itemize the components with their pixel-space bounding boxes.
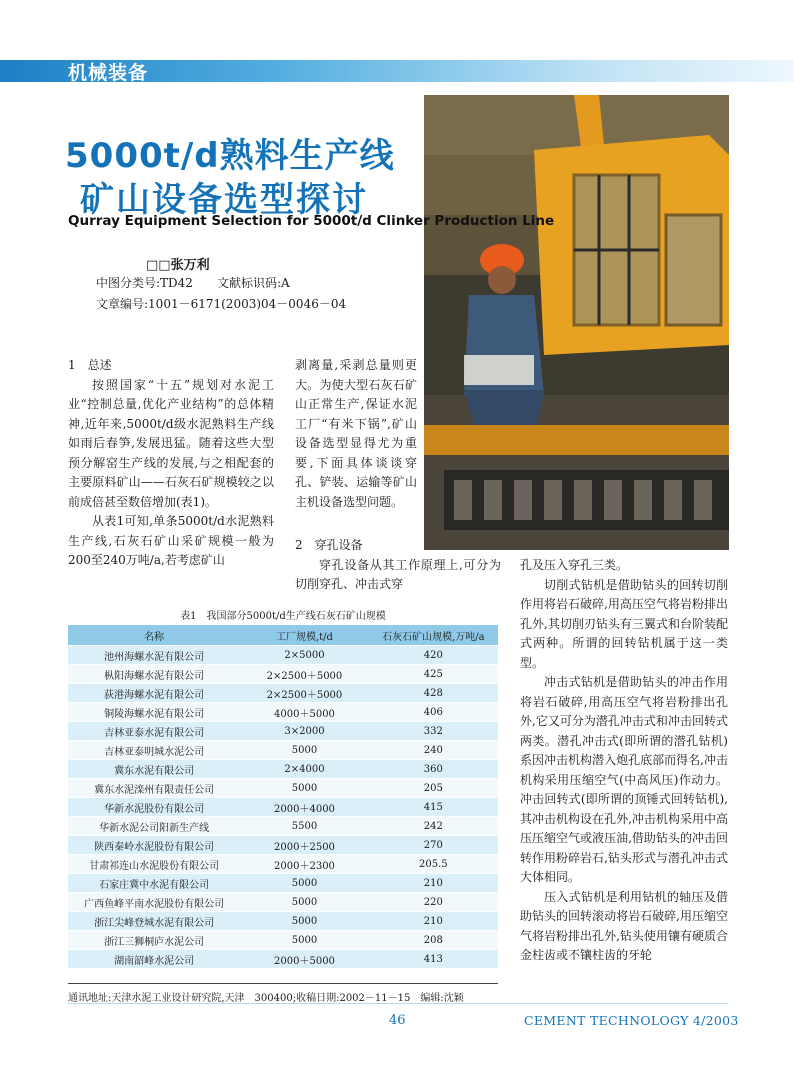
table-cell: 华新水泥股份有限公司: [68, 798, 240, 817]
table-cell: 3×2000: [240, 722, 368, 741]
classification-line: 中图分类号:TD42 文献标识码:A: [96, 276, 290, 290]
column-header: 石灰石矿山规模,万吨/a: [369, 625, 498, 646]
table-cell: 湖南韶峰水泥公司: [68, 950, 240, 969]
footnote-divider: [68, 983, 498, 984]
table-cell: 铜陵海螺水泥有限公司: [68, 703, 240, 722]
table-cell: 陕西秦岭水泥股份有限公司: [68, 836, 240, 855]
table-cell: 420: [369, 646, 498, 665]
table-cell: 332: [369, 722, 498, 741]
table-cell: 2×5000: [240, 646, 368, 665]
column-header: 工厂规模,t/d: [240, 625, 368, 646]
footnote: 通讯地址:天津水泥工业设计研究院,天津 300400;收稿日期:2002－11－15 编辑:沈颖: [68, 993, 464, 1004]
table-cell: 2×2500＋5000: [240, 665, 368, 684]
table-row: [68, 855, 498, 874]
table-cell: 2×2500＋5000: [240, 684, 368, 703]
table-row: [68, 836, 498, 855]
article-title-line-1: 5000t/d熟料生产线: [65, 136, 395, 176]
table-row: [68, 893, 498, 912]
table-cell: 华新水泥公司阳新生产线: [68, 817, 240, 836]
table-cell: 360: [369, 760, 498, 779]
table-row: [68, 798, 498, 817]
table-cell: 210: [369, 912, 498, 931]
table-cell: 荻港海螺水泥有限公司: [68, 684, 240, 703]
table-cell: 2000＋4000: [240, 798, 368, 817]
article-title-line-2: 矿山设备选型探讨: [80, 180, 368, 220]
table-row: [68, 646, 498, 665]
table-cell: 浙江三狮桐庐水泥公司: [68, 931, 240, 950]
table-cell: 270: [369, 836, 498, 855]
author: □□张万利: [146, 258, 210, 273]
table-row: [68, 722, 498, 741]
table-cell: 2000＋2500: [240, 836, 368, 855]
table-cell: 413: [369, 950, 498, 969]
table-cell: 4000＋5000: [240, 703, 368, 722]
table-cell: 5000: [240, 874, 368, 893]
body-column-2-lower: [295, 536, 501, 595]
table-cell: 吉林亚泰明城水泥公司: [68, 741, 240, 760]
page-number: 46: [389, 1013, 406, 1028]
table-cell: 428: [369, 684, 498, 703]
table-cell: 5500: [240, 817, 368, 836]
table-row: [68, 703, 498, 722]
body-column-2: [295, 356, 417, 512]
paragraph: 冲击式钻机是借助钻头的冲击作用将岩石破碎,用高压空气将岩粉排出孔外,它又可分为潜孔冲击式和冲击回转式两类。潜孔冲击式(即所谓的潜孔钻机)系因冲击机构潜入炮孔底部而得名,冲击机构采用压缩空气(中高风压)作动力。冲击回转式(即所谓的顶锤式回转钻机),其冲击机构设在孔外,冲击机构采用中高压压缩空气或液压油,借助钻头的冲击回转作用粉碎岩石,钻头形式与潜孔冲击式大体相同。: [520, 675, 728, 884]
section-heading: 1 总述: [68, 358, 112, 372]
paragraph: 孔及压入穿孔三类。: [520, 558, 629, 572]
table-cell: 石家庄冀中水泥有限公司: [68, 874, 240, 893]
table-row: [68, 874, 498, 893]
table-row: [68, 779, 498, 798]
table-row: [68, 684, 498, 703]
table-cell: 205: [369, 779, 498, 798]
table-cell: 5000: [240, 931, 368, 950]
body-column-3: [520, 556, 728, 966]
paragraph: 按照国家“十五”规划对水泥工业“控制总量,优化产业结构”的总体精神,近年来,5000t/d级水泥熟料生产线如雨后春笋,发展迅猛。随着这些大型预分解窑生产线的发展,与之相配套的主要原料矿山——石灰石矿规模较之以前成倍甚至数倍增加(表1)。: [68, 377, 274, 509]
paragraph: 从表1可知,单条5000t/d水泥熟料生产线,石灰石矿山采矿规模一般为200至240万吨/a,若考虑矿山: [68, 514, 274, 567]
table-cell: 205.5: [369, 855, 498, 874]
table-cell: 240: [369, 741, 498, 760]
paragraph: 剥离量,采剥总量则更大。为使大型石灰石矿山正常生产,保证水泥工厂“有米下锅”,矿山设备选型显得尤为重要,下面具体谈谈穿孔、铲装、运输等矿山主机设备选型问题。: [295, 358, 417, 509]
table-cell: 415: [369, 798, 498, 817]
table-row: [68, 760, 498, 779]
table-cell: 2000＋5000: [240, 950, 368, 969]
table-cell: 210: [369, 874, 498, 893]
table-cell: 浙江尖峰登城水泥有限公司: [68, 912, 240, 931]
table-cell: 5000: [240, 779, 368, 798]
table-row: [68, 931, 498, 950]
article-title-english: Qurray Equipment Selection for 5000t/d Clinker Production Line: [68, 213, 555, 229]
journal-name: CEMENT TECHNOLOGY 4/2003: [524, 1013, 739, 1028]
table-cell: 406: [369, 703, 498, 722]
table-row: [68, 950, 498, 969]
table-cell: 冀东水泥滦州有限责任公司: [68, 779, 240, 798]
table-cell: 枞阳海螺水泥有限公司: [68, 665, 240, 684]
table-cell: 池州海螺水泥有限公司: [68, 646, 240, 665]
table-row: [68, 912, 498, 931]
paragraph: 穿孔设备从其工作原理上,可分为切削穿孔、冲击式穿: [295, 557, 501, 591]
table-cell: 甘肃祁连山水泥股份有限公司: [68, 855, 240, 874]
table-row: [68, 817, 498, 836]
article-number-line: 文章编号:1001－6171(2003)04－0046－04: [96, 297, 347, 311]
table-cell: 425: [369, 665, 498, 684]
table-cell: 冀东水泥有限公司: [68, 760, 240, 779]
quarry-scale-table: [68, 625, 498, 969]
table-cell: 5000: [240, 741, 368, 760]
table-header-row: [68, 625, 498, 646]
table-cell: 广西鱼峰平南水泥股份有限公司: [68, 893, 240, 912]
table-cell: 5000: [240, 893, 368, 912]
table-row: [68, 741, 498, 760]
table-row: [68, 665, 498, 684]
table-cell: 208: [369, 931, 498, 950]
section-label: 机械装备: [68, 62, 149, 84]
paragraph: 切削式钻机是借助钻头的回转切削作用将岩石破碎,用高压空气将岩粉排出孔外,其切削刃钻头有三翼式和台阶装配式两种。所谓的回转钻机属于这一类型。: [520, 577, 728, 670]
table-caption: 表1 我国部分5000t/d生产线石灰石矿山规模: [180, 611, 386, 622]
section-heading: 2 穿孔设备: [295, 538, 363, 552]
column-header: 名称: [68, 625, 240, 646]
paragraph: 压入式钻机是利用钻机的轴压及借助钻头的回转滚动将岩石破碎,用压缩空气将岩粉排出孔外,钻头使用镶有硬质合金柱齿或不镶柱齿的牙轮: [520, 889, 728, 962]
footer-divider: [68, 1003, 728, 1004]
table-cell: 220: [369, 893, 498, 912]
table-cell: 5000: [240, 912, 368, 931]
body-column-1: [68, 356, 274, 571]
table-cell: 吉林亚泰水泥有限公司: [68, 722, 240, 741]
table-cell: 242: [369, 817, 498, 836]
mining-drill-rig-photo: [424, 95, 729, 550]
table-cell: 2000＋2300: [240, 855, 368, 874]
table-cell: 2×4000: [240, 760, 368, 779]
